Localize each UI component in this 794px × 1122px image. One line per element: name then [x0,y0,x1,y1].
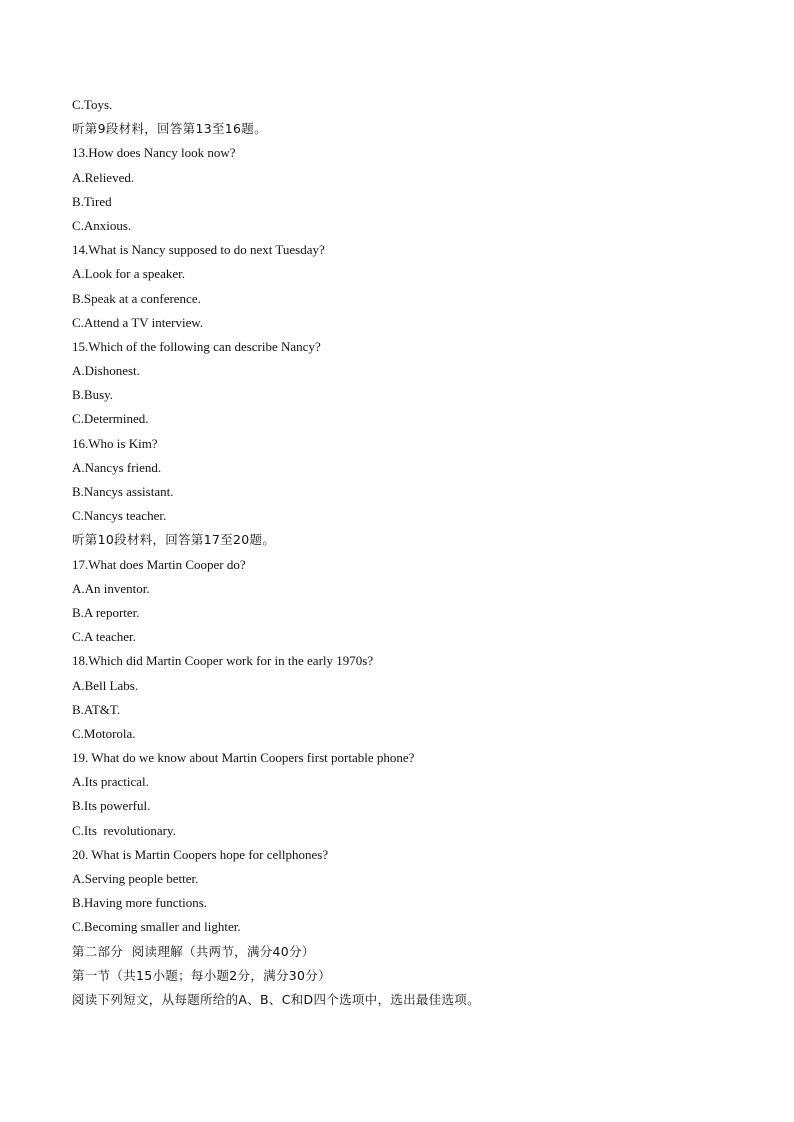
section-instruction-line: 听第10段材料，回答第17至20题。 [72,532,276,548]
text-line: C.Toys. [72,97,113,112]
text-line: A.An inventor. [72,580,150,596]
text-line: B.Nancys assistant. [72,484,174,499]
text-line: 18.Which did Martin Cooper work for in the early 1970s? [72,653,374,669]
text-line: A.Serving people better. [72,871,199,886]
text-line: B.Busy. [72,387,114,403]
text-line: C.A teacher. [72,629,136,645]
text-line: A.Its practical. [72,774,149,790]
text-line: B.AT&T. [72,701,121,717]
text-line: C.Motorola. [72,725,136,741]
text-line: B.Its powerful. [72,798,151,814]
text-line: C.Nancys teacher. [72,508,167,524]
text-line: B.Tired [72,193,112,209]
text-line: 16.Who is Kim? [72,435,158,451]
text-line: A.Relieved. [72,169,135,185]
text-line: C.Anxious. [72,217,132,233]
text-line: 15.Which of the following can describe Nancy? [72,338,321,354]
text-line: B.Having more functions. [72,895,208,911]
text-line: 14.What is Nancy supposed to do next Tuesday? [72,242,325,258]
text-line: 20. What is Martin Coopers hope for cellphones? [72,846,329,862]
text-line: A.Bell Labs. [72,677,139,693]
text-line: A.Nancys friend. [72,459,162,475]
text-line: C.Becoming smaller and lighter. [72,919,241,935]
document-text [72,93,772,1012]
text-line: C.Determined. [72,411,149,427]
text-line: A.Dishonest. [72,363,140,379]
section-instruction-line: 第二部分 阅读理解（共两节，满分40分） [72,943,315,959]
text-line: C.Attend a TV interview. [72,314,204,330]
section-instruction-line: 阅读下列短文，从每题所给的A、B、C和D四个选项中，选出最佳选项。 [72,991,480,1007]
text-line: 19. What do we know about Martin Coopers first portable phone? [72,750,415,766]
section-instruction-line: 第一节（共15小题；每小题2分，满分30分） [72,967,331,983]
section-instruction-line: 听第9段材料，回答第13至16题。 [72,121,267,137]
text-line: C.Its revolutionary. [72,822,176,838]
text-line: 17.What does Martin Cooper do? [72,556,246,572]
text-line: B.A reporter. [72,604,140,620]
text-line: B.Speak at a conference. [72,290,201,306]
text-line: A.Look for a speaker. [72,266,185,282]
text-line: 13.How does Nancy look now? [72,145,236,161]
